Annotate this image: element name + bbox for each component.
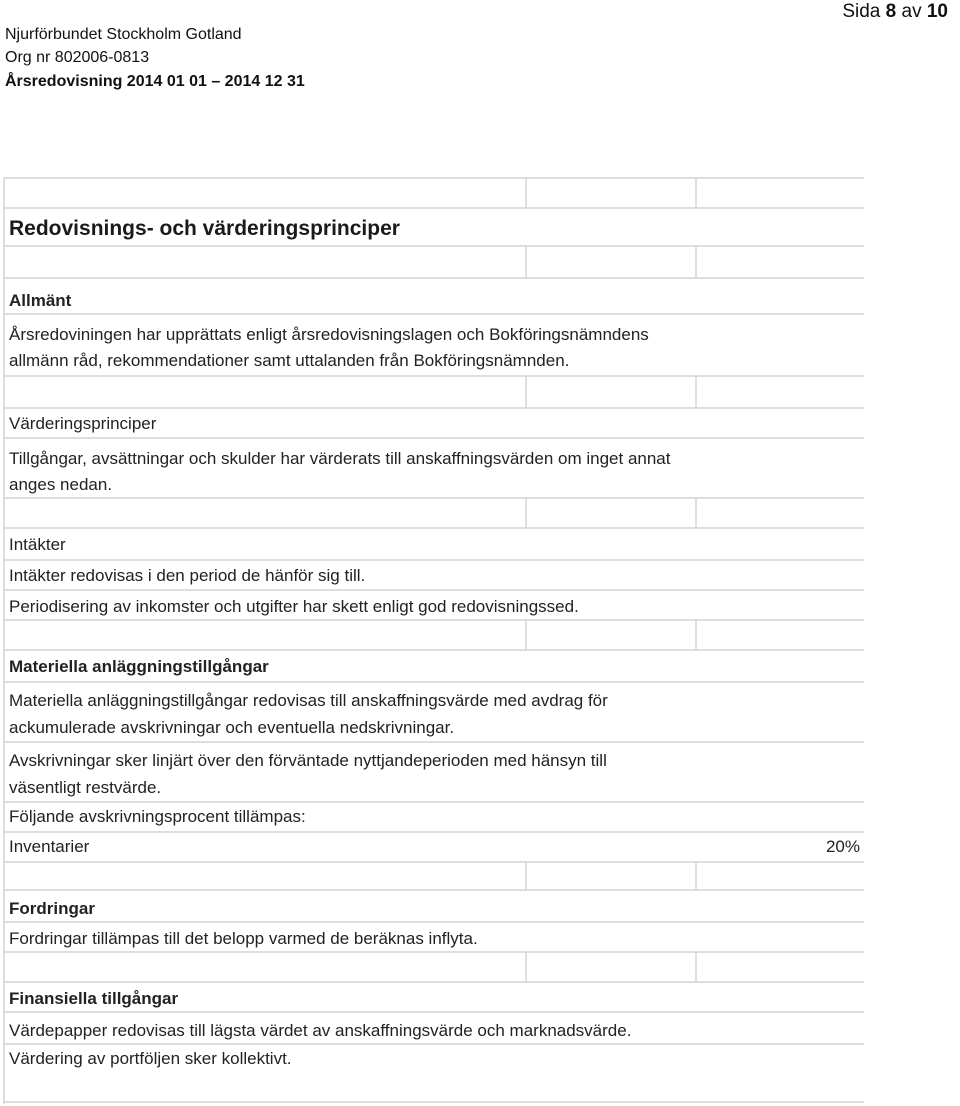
paragraph-line: Värdepapper redovisas till lägsta värdet av anskaffningsvärde och marknadsvärde. [9, 1021, 632, 1040]
depreciation-row-label: Inventarier [9, 837, 90, 856]
paragraph-line: Följande avskrivningsprocent tillämpas: [9, 807, 306, 826]
paragraph-line: Materiella anläggningstillgångar redovisas till anskaffningsvärde med avdrag för [9, 691, 608, 710]
section-heading-finansiella: Finansiella tillgångar [9, 989, 179, 1008]
page-indicator [842, 0, 948, 24]
paragraph-line: Intäkter redovisas i den period de hänför sig till. [9, 566, 366, 585]
organization-number: Org nr 802006-0813 [5, 49, 150, 66]
report-title: Årsredovisning 2014 01 01 – 2014 12 31 [5, 73, 305, 90]
section-heading-intakter: Intäkter [9, 535, 66, 554]
organization-name: Njurförbundet Stockholm Gotland [5, 26, 242, 43]
depreciation-row-value: 20% [825, 837, 860, 856]
paragraph-line: anges nedan. [9, 475, 113, 494]
section-heading-allmant: Allmänt [9, 291, 72, 310]
paragraph-line: ackumulerade avskrivningar och eventuella nedskrivningar. [9, 718, 455, 737]
paragraph-line: Tillgångar, avsättningar och skulder har värderats till anskaffningsvärden om inget annat [9, 449, 671, 468]
page-prefix: Sida [842, 1, 886, 22]
paragraph-line: väsentligt restvärde. [9, 778, 162, 797]
page-current: 8 [885, 1, 897, 22]
page-total: 10 [926, 1, 948, 22]
paragraph-line: allmänn råd, rekommendationer samt uttalanden från Bokföringsnämnden. [9, 351, 570, 370]
paragraph-line: Avskrivningar sker linjärt över den förväntade nyttjandeperioden med hänsyn till [9, 751, 607, 770]
section-heading-fordringar: Fordringar [9, 899, 95, 918]
page-separator: av [896, 1, 927, 22]
section-heading-varderingsprinciper: Värderingsprinciper [9, 414, 157, 433]
section-heading-materiella: Materiella anläggningstillgångar [9, 657, 269, 676]
paragraph-line: Årsredoviningen har upprättats enligt årsredovisningslagen och Bokföringsnämndens [9, 325, 649, 344]
paragraph-line: Värdering av portföljen sker kollektivt. [9, 1049, 292, 1068]
document-title: Redovisnings- och värderingsprinciper [9, 217, 400, 240]
paragraph-line: Periodisering av inkomster och utgifter har skett enligt god redovisningssed. [9, 597, 579, 616]
paragraph-line: Fordringar tillämpas till det belopp varmed de beräknas inflyta. [9, 929, 478, 948]
